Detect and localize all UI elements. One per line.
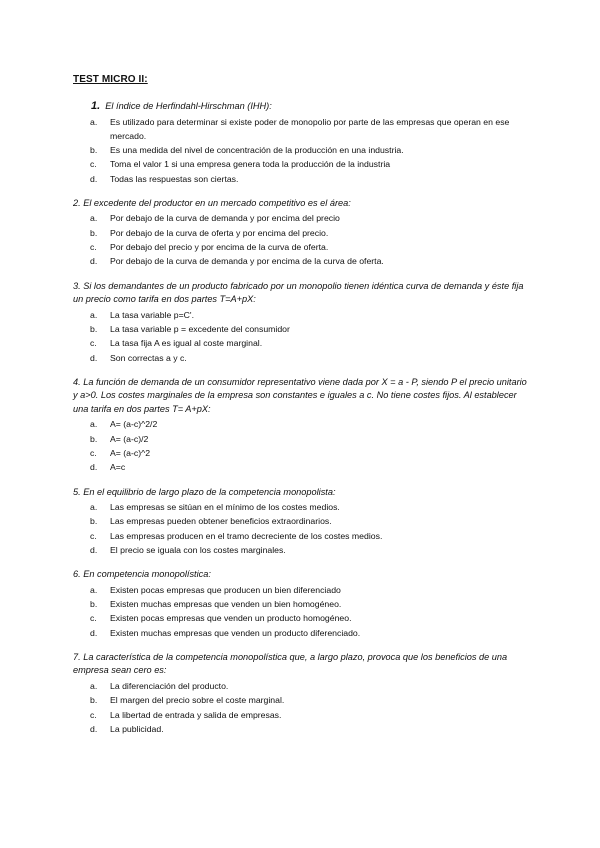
option-letter: a. <box>90 116 98 127</box>
option-text: Las empresas se sitúan en el mínimo de los costes medios. <box>110 502 340 513</box>
option-text: Por debajo de la curva de demanda y por encima del precio <box>110 213 340 224</box>
option-list <box>73 115 528 186</box>
option-text: La tasa fija A es igual al coste marginal. <box>110 338 263 349</box>
option-text: La tasa variable p=C'. <box>110 309 194 320</box>
option-letter: c. <box>90 447 97 458</box>
option-text: La libertad de entrada y salida de empresas. <box>110 709 282 720</box>
option-letter: d. <box>90 462 98 473</box>
document-title: TEST MICRO II: <box>73 74 148 85</box>
question-6 <box>73 568 528 640</box>
option-text: A= (a-c)^2/2 <box>110 419 158 430</box>
option-item <box>73 254 528 268</box>
option-text: Existen muchas empresas que venden un bien homogéneo. <box>110 599 342 610</box>
option-item <box>73 611 528 625</box>
question-stem: 5. En el equilibrio de largo plazo de la competencia monopolista: <box>73 486 336 497</box>
option-letter: c. <box>90 159 97 170</box>
option-text: A= (a-c)/2 <box>110 433 149 444</box>
option-item <box>73 500 528 514</box>
option-item <box>73 157 528 171</box>
option-text: Las empresas producen en el tramo decreciente de los costes medios. <box>110 530 383 541</box>
option-text: A=c <box>110 462 126 473</box>
option-letter: d. <box>90 256 98 267</box>
option-item <box>73 322 528 336</box>
option-text: Por debajo de la curva de demanda y por encima de la curva de oferta. <box>110 256 384 267</box>
option-text: Las empresas pueden obtener beneficios extraordinarios. <box>110 516 332 527</box>
option-text: El margen del precio sobre el coste marginal. <box>110 695 285 706</box>
option-letter: d. <box>90 173 98 184</box>
option-letter: d. <box>90 544 98 555</box>
option-text: Es una medida del nivel de concentración de la producción en una industria. <box>110 145 404 156</box>
option-item <box>73 529 528 543</box>
option-letter: d. <box>90 723 98 734</box>
question-stem: 6. En competencia monopolística: <box>73 569 211 580</box>
option-item <box>73 432 528 446</box>
option-item <box>73 679 528 693</box>
option-list <box>73 500 528 557</box>
option-item <box>73 351 528 365</box>
option-letter: c. <box>90 242 97 253</box>
option-letter: b. <box>90 323 98 334</box>
option-item <box>73 514 528 528</box>
question-number: 1. <box>91 100 101 112</box>
option-letter: a. <box>90 584 98 595</box>
question-stem: 3. Si los demandantes de un producto fabricado por un monopolio tienen idéntica curva de demanda y éste fija un precio como tarifa en dos partes T=A+pX: <box>73 280 524 305</box>
question-stem: 4. La función de demanda de un consumidor representativo viene dada por X = a - P, siendo P el precio unitario y a>0. Los costes marginales de la empresa son constantes e iguales a c. No tiene costes fijos. Al establecer una tarifa en dos partes T= A+pX: <box>73 376 527 414</box>
question-list <box>73 100 528 747</box>
option-item <box>73 308 528 322</box>
option-item <box>73 143 528 157</box>
option-letter: b. <box>90 433 98 444</box>
option-list <box>73 583 528 640</box>
option-text: Toma el valor 1 si una empresa genera toda la producción de la industria <box>110 159 391 170</box>
option-text: Son correctas a y c. <box>110 352 187 363</box>
option-item <box>73 226 528 240</box>
option-letter: b. <box>90 516 98 527</box>
option-letter: a. <box>90 309 98 320</box>
option-text: El precio se iguala con los costes marginales. <box>110 544 286 555</box>
option-item <box>73 446 528 460</box>
question-1 <box>73 100 528 186</box>
option-text: Existen pocas empresas que venden un producto homogéneo. <box>110 613 352 624</box>
option-letter: b. <box>90 227 98 238</box>
question-stem <box>73 100 528 114</box>
option-item <box>73 115 528 144</box>
option-letter: b. <box>90 599 98 610</box>
option-item <box>73 708 528 722</box>
option-letter: a. <box>90 680 98 691</box>
option-letter: b. <box>90 695 98 706</box>
option-letter: a. <box>90 213 98 224</box>
option-item <box>73 211 528 225</box>
option-text: La diferenciación del producto. <box>110 680 229 691</box>
option-list <box>73 308 528 365</box>
option-item <box>73 626 528 640</box>
option-letter: c. <box>90 709 97 720</box>
option-item <box>73 583 528 597</box>
option-text: Por debajo del precio y por encima de la curva de oferta. <box>110 242 329 253</box>
option-letter: b. <box>90 145 98 156</box>
question-4 <box>73 376 528 475</box>
question-3 <box>73 280 528 365</box>
question-5 <box>73 486 528 558</box>
option-text: Es utilizado para determinar si existe poder de monopolio por parte de las empresas que operan en ese mercado. <box>110 116 510 141</box>
option-item <box>73 336 528 350</box>
option-text: Existen muchas empresas que venden un producto diferenciado. <box>110 627 361 638</box>
option-letter: c. <box>90 613 97 624</box>
option-list <box>73 417 528 474</box>
option-letter: a. <box>90 502 98 513</box>
option-text: Existen pocas empresas que producen un bien diferenciado <box>110 584 341 595</box>
question-text: El índice de Herfindahl-Hirschman (IHH): <box>105 101 272 111</box>
option-item <box>73 693 528 707</box>
option-letter: c. <box>90 530 97 541</box>
option-text: A= (a-c)^2 <box>110 447 151 458</box>
option-item <box>73 543 528 557</box>
option-item <box>73 240 528 254</box>
option-text: La publicidad. <box>110 723 164 734</box>
option-item <box>73 417 528 431</box>
option-text: Por debajo de la curva de oferta y por encima del precio. <box>110 227 329 238</box>
option-item <box>73 722 528 736</box>
option-item <box>73 172 528 186</box>
question-stem: 2. El excedente del productor en un mercado competitivo es el área: <box>73 197 351 208</box>
option-list <box>73 211 528 268</box>
option-letter: d. <box>90 352 98 363</box>
option-letter: c. <box>90 338 97 349</box>
option-text: Todas las respuestas son ciertas. <box>110 173 239 184</box>
option-letter: a. <box>90 419 98 430</box>
option-item <box>73 597 528 611</box>
question-7 <box>73 651 528 736</box>
question-stem: 7. La característica de la competencia monopolística que, a largo plazo, provoca que los beneficios de una empresa sean cero es: <box>73 651 508 676</box>
question-2 <box>73 197 528 269</box>
option-letter: d. <box>90 627 98 638</box>
option-list <box>73 679 528 736</box>
option-item <box>73 460 528 474</box>
option-text: La tasa variable p = excedente del consumidor <box>110 323 290 334</box>
